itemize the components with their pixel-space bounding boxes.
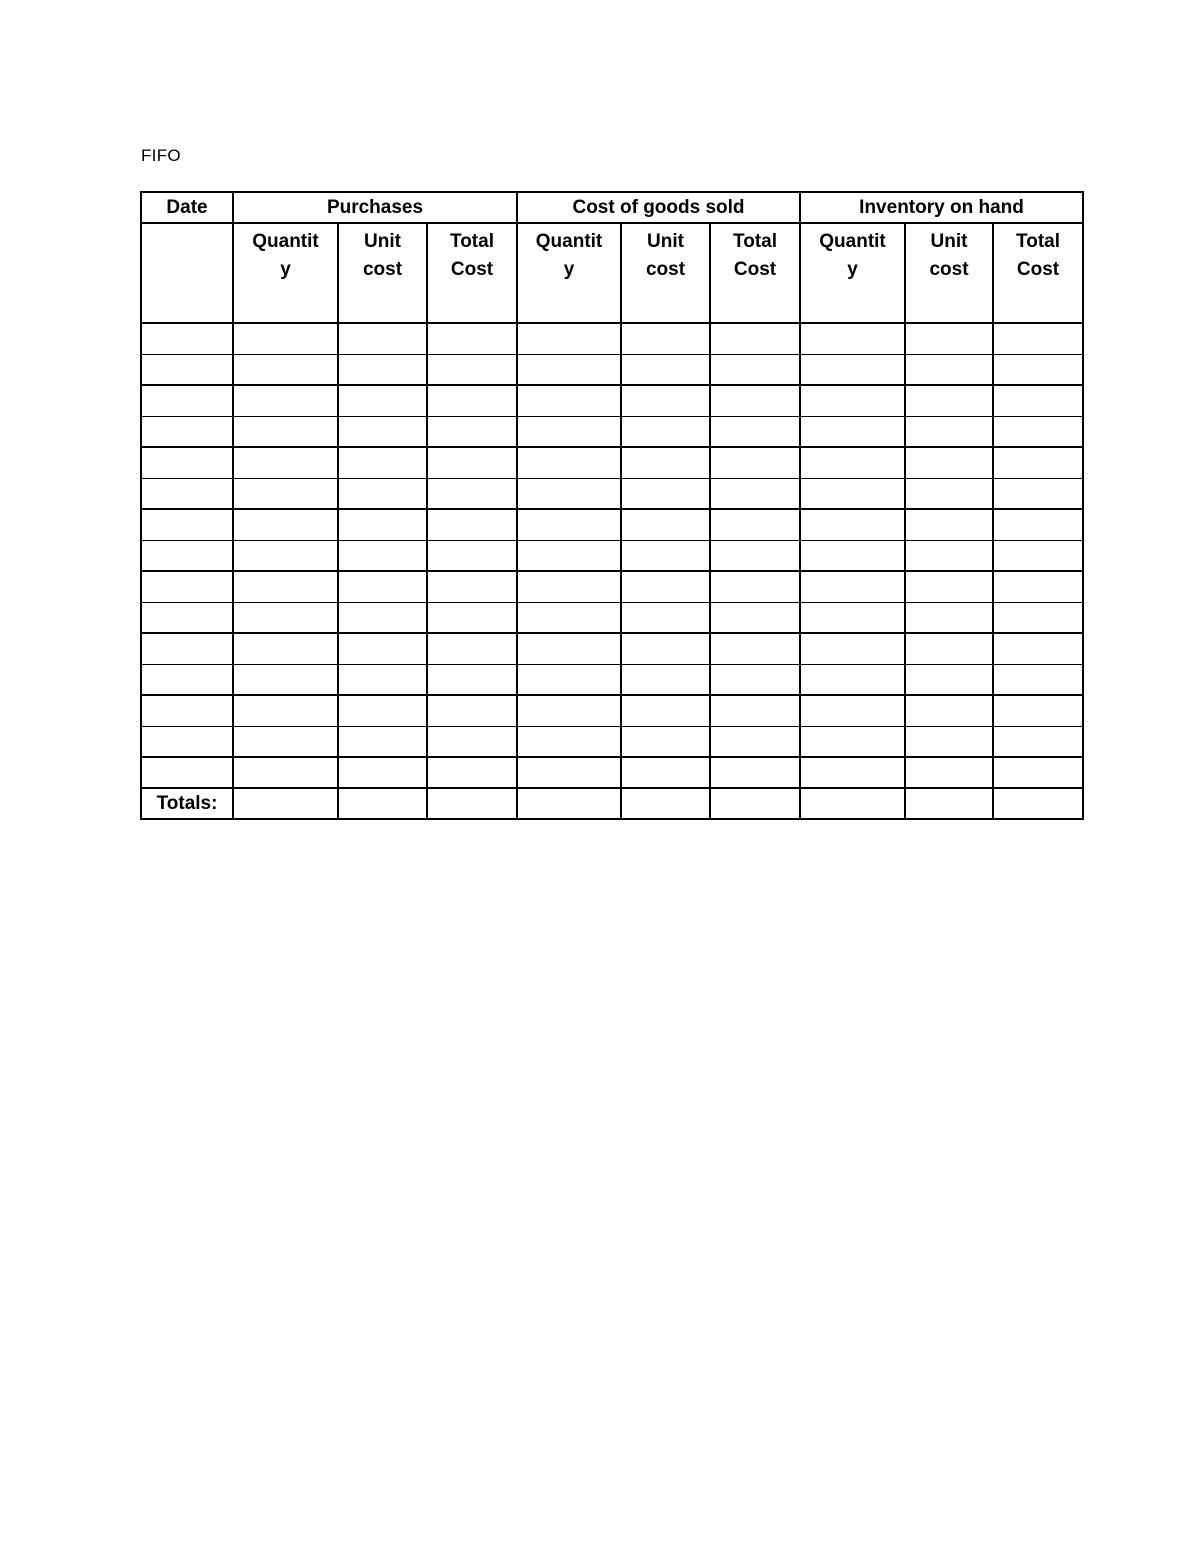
- totals-cell: [800, 788, 905, 819]
- table-cell: [141, 571, 233, 602]
- table-cell: [141, 323, 233, 354]
- table-cell: [427, 509, 517, 540]
- totals-cell: [621, 788, 710, 819]
- table-row: [141, 633, 1083, 664]
- table-cell: [427, 602, 517, 633]
- subheader-cogs-total-cost: Total Cost: [710, 223, 800, 323]
- table-cell: [800, 447, 905, 478]
- table-row: [141, 540, 1083, 571]
- table-cell: [621, 757, 710, 788]
- table-cell: [427, 695, 517, 726]
- table-row: [141, 323, 1083, 354]
- table-cell: [517, 664, 621, 695]
- table-cell: [141, 354, 233, 385]
- table-row: [141, 385, 1083, 416]
- table-cell: [993, 571, 1083, 602]
- table-cell: [993, 540, 1083, 571]
- table-cell: [993, 726, 1083, 757]
- table-cell: [517, 695, 621, 726]
- table-cell: [621, 385, 710, 416]
- subheader-date-blank: [141, 223, 233, 323]
- table-cell: [141, 447, 233, 478]
- subheader-purchases-total-cost: Total Cost: [427, 223, 517, 323]
- table-cell: [338, 416, 427, 447]
- table-cell: [905, 478, 993, 509]
- subheader-purchases-quantity: Quantity: [233, 223, 338, 323]
- table-cell: [338, 726, 427, 757]
- table-cell: [338, 354, 427, 385]
- table-cell: [800, 478, 905, 509]
- table-cell: [710, 416, 800, 447]
- totals-row: [141, 788, 1083, 819]
- table-cell: [621, 354, 710, 385]
- table-cell: [710, 571, 800, 602]
- table-cell: [517, 726, 621, 757]
- table-cell: [710, 757, 800, 788]
- table-row: [141, 602, 1083, 633]
- table-cell: [710, 509, 800, 540]
- table-cell: [338, 385, 427, 416]
- table-cell: [338, 478, 427, 509]
- table-row: [141, 757, 1083, 788]
- header-date: Date: [141, 192, 233, 223]
- table-cell: [427, 385, 517, 416]
- table-cell: [141, 695, 233, 726]
- table-cell: [427, 323, 517, 354]
- table-cell: [141, 757, 233, 788]
- table-cell: [517, 571, 621, 602]
- table-cell: [338, 323, 427, 354]
- table-cell: [141, 385, 233, 416]
- table-cell: [710, 633, 800, 664]
- table-cell: [427, 478, 517, 509]
- table-cell: [427, 726, 517, 757]
- table-cell: [621, 447, 710, 478]
- table-cell: [517, 540, 621, 571]
- table-cell: [141, 540, 233, 571]
- table-row: [141, 509, 1083, 540]
- totals-cell: [233, 788, 338, 819]
- totals-cell: [905, 788, 993, 819]
- table-cell: [517, 354, 621, 385]
- table-cell: [621, 509, 710, 540]
- table-cell: [141, 633, 233, 664]
- table-cell: [338, 509, 427, 540]
- header-cost-of-goods-sold: Cost of goods sold: [517, 192, 800, 223]
- table-cell: [905, 633, 993, 664]
- subheader-cogs-unit-cost: Unit cost: [621, 223, 710, 323]
- table-cell: [233, 695, 338, 726]
- table-cell: [710, 323, 800, 354]
- table-cell: [993, 478, 1083, 509]
- table-cell: [993, 695, 1083, 726]
- table-cell: [233, 602, 338, 633]
- table-cell: [517, 602, 621, 633]
- table-cell: [338, 757, 427, 788]
- table-row: [141, 664, 1083, 695]
- table-row: [141, 726, 1083, 757]
- table-cell: [993, 757, 1083, 788]
- table-cell: [141, 726, 233, 757]
- table-cell: [233, 354, 338, 385]
- table-cell: [710, 478, 800, 509]
- table-cell: [427, 540, 517, 571]
- totals-label: Totals:: [141, 788, 233, 819]
- subheader-inventory-quantity: Quantity: [800, 223, 905, 323]
- subheader-inventory-unit-cost: Unit cost: [905, 223, 993, 323]
- table-cell: [233, 757, 338, 788]
- table-cell: [905, 385, 993, 416]
- table-cell: [338, 540, 427, 571]
- table-cell: [141, 602, 233, 633]
- document-title: FIFO: [141, 146, 181, 165]
- totals-cell: [710, 788, 800, 819]
- table-cell: [338, 571, 427, 602]
- table-cell: [621, 664, 710, 695]
- table-cell: [233, 385, 338, 416]
- table-cell: [427, 354, 517, 385]
- table-cell: [905, 416, 993, 447]
- totals-cell: [517, 788, 621, 819]
- table-cell: [800, 757, 905, 788]
- table-cell: [710, 447, 800, 478]
- table-cell: [517, 509, 621, 540]
- table-cell: [141, 416, 233, 447]
- table-cell: [710, 726, 800, 757]
- table-cell: [427, 416, 517, 447]
- table-cell: [427, 757, 517, 788]
- table-cell: [517, 385, 621, 416]
- table-cell: [905, 447, 993, 478]
- table-cell: [517, 447, 621, 478]
- table-cell: [993, 509, 1083, 540]
- table-cell: [993, 385, 1083, 416]
- table-cell: [800, 354, 905, 385]
- table-cell: [517, 478, 621, 509]
- table-cell: [338, 664, 427, 695]
- table-cell: [800, 726, 905, 757]
- table-cell: [800, 416, 905, 447]
- table-cell: [233, 509, 338, 540]
- subheader-inventory-total-cost: Total Cost: [993, 223, 1083, 323]
- header-purchases: Purchases: [233, 192, 517, 223]
- table-cell: [621, 540, 710, 571]
- table-cell: [710, 354, 800, 385]
- table-cell: [621, 726, 710, 757]
- table-cell: [517, 323, 621, 354]
- table-cell: [141, 509, 233, 540]
- table-cell: [905, 509, 993, 540]
- table-cell: [993, 323, 1083, 354]
- table-cell: [993, 354, 1083, 385]
- table-cell: [800, 540, 905, 571]
- table-cell: [800, 509, 905, 540]
- table-cell: [233, 633, 338, 664]
- table-cell: [233, 478, 338, 509]
- table-row: [141, 447, 1083, 478]
- table-cell: [905, 757, 993, 788]
- subheader-cogs-quantity: Quantity: [517, 223, 621, 323]
- table-cell: [338, 633, 427, 664]
- table-cell: [800, 664, 905, 695]
- table-cell: [993, 602, 1083, 633]
- header-inventory-on-hand: Inventory on hand: [800, 192, 1083, 223]
- table-cell: [517, 416, 621, 447]
- table-cell: [800, 571, 905, 602]
- table-cell: [621, 478, 710, 509]
- totals-cell: [427, 788, 517, 819]
- table-cell: [517, 633, 621, 664]
- table-cell: [427, 633, 517, 664]
- table-cell: [517, 757, 621, 788]
- table-cell: [233, 416, 338, 447]
- table-cell: [621, 602, 710, 633]
- table-cell: [905, 354, 993, 385]
- table-cell: [338, 602, 427, 633]
- table-cell: [710, 664, 800, 695]
- table-cell: [905, 726, 993, 757]
- table-cell: [800, 385, 905, 416]
- table-cell: [710, 695, 800, 726]
- table-cell: [710, 540, 800, 571]
- table-cell: [233, 447, 338, 478]
- table-cell: [233, 664, 338, 695]
- table-cell: [141, 664, 233, 695]
- table-cell: [710, 385, 800, 416]
- table-cell: [993, 447, 1083, 478]
- sub-header-row: [141, 223, 1083, 323]
- table-cell: [993, 664, 1083, 695]
- table-cell: [233, 540, 338, 571]
- table-cell: [427, 447, 517, 478]
- table-cell: [621, 633, 710, 664]
- table-cell: [338, 695, 427, 726]
- table-cell: [800, 323, 905, 354]
- table-cell: [233, 726, 338, 757]
- table-cell: [233, 323, 338, 354]
- table-cell: [141, 478, 233, 509]
- fifo-ledger-table: [140, 191, 1084, 820]
- table-cell: [993, 416, 1083, 447]
- totals-cell: [993, 788, 1083, 819]
- totals-cell: [338, 788, 427, 819]
- table-cell: [233, 571, 338, 602]
- table-row: [141, 416, 1083, 447]
- table-cell: [800, 695, 905, 726]
- table-row: [141, 354, 1083, 385]
- table-cell: [800, 602, 905, 633]
- table-cell: [905, 664, 993, 695]
- table-cell: [993, 633, 1083, 664]
- table-cell: [427, 664, 517, 695]
- table-row: [141, 695, 1083, 726]
- subheader-purchases-unit-cost: Unit cost: [338, 223, 427, 323]
- table-cell: [800, 633, 905, 664]
- table-cell: [621, 571, 710, 602]
- table-cell: [427, 571, 517, 602]
- ledger-body: [141, 323, 1083, 819]
- table-cell: [338, 447, 427, 478]
- table-row: [141, 571, 1083, 602]
- table-cell: [621, 695, 710, 726]
- table-cell: [905, 695, 993, 726]
- table-cell: [621, 416, 710, 447]
- table-cell: [621, 323, 710, 354]
- table-cell: [905, 323, 993, 354]
- table-row: [141, 478, 1083, 509]
- table-cell: [710, 602, 800, 633]
- table-cell: [905, 540, 993, 571]
- group-header-row: [141, 192, 1083, 223]
- table-cell: [905, 602, 993, 633]
- table-cell: [905, 571, 993, 602]
